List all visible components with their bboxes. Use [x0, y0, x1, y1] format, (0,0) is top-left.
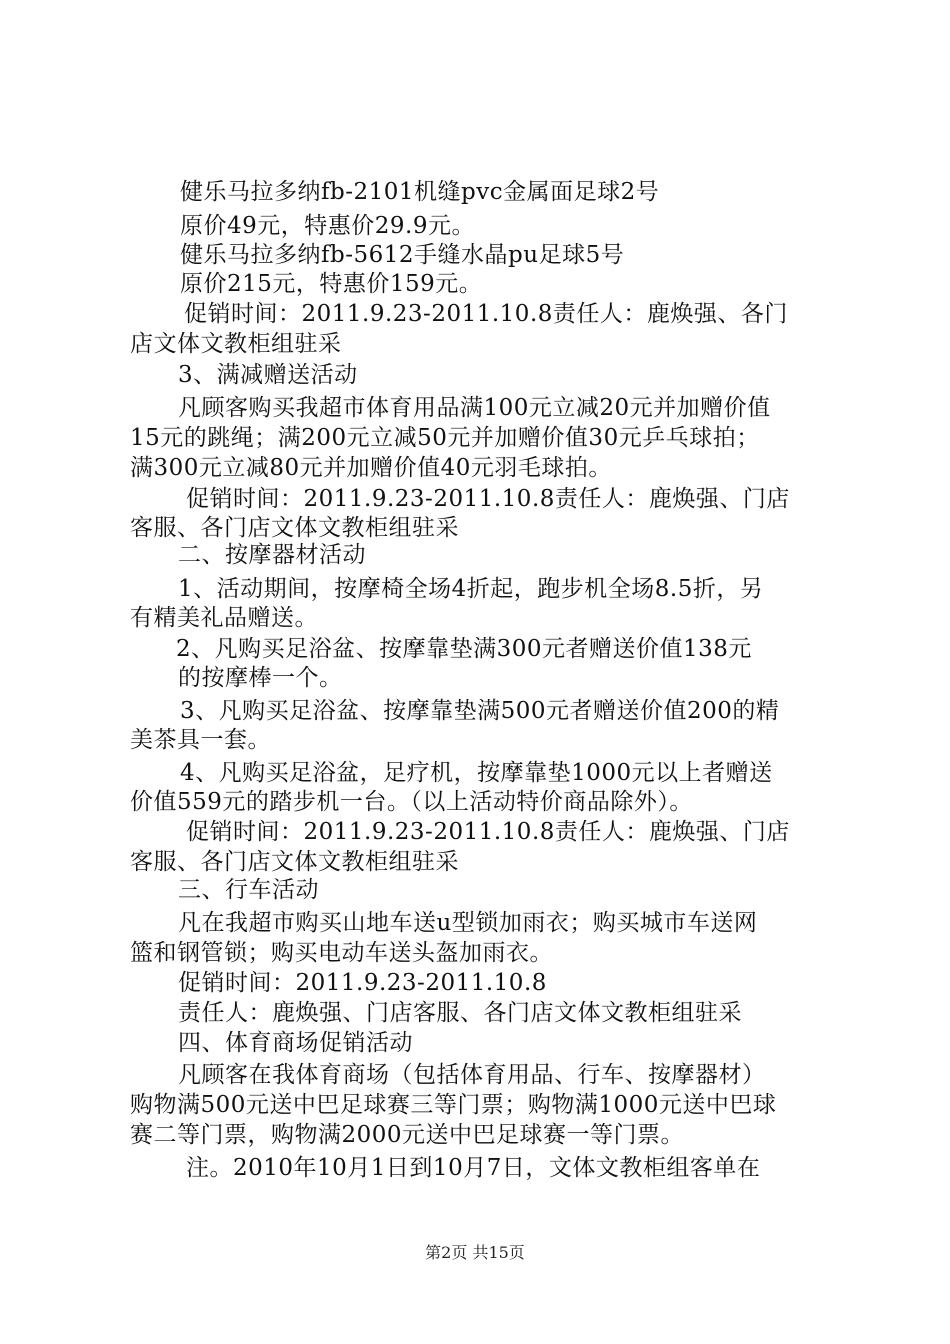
text-line: 凡在我超市购买山地车送u型锁加雨衣；购买城市车送网: [178, 910, 758, 936]
page-number-footer: 第2页 共15页: [425, 1243, 525, 1262]
text-line: 原价49元，特惠价29.9元。: [180, 213, 475, 239]
text-line: 赛二等门票，购物满2000元送中巴足球赛一等门票。: [130, 1122, 685, 1148]
text-line: 客服、各门店文体文教柜组驻采: [130, 849, 459, 875]
text-line: 15元的跳绳；满200元立减50元并加赠价值30元乒乓球拍；: [130, 425, 760, 451]
text-line: 美茶具一套。: [130, 727, 271, 753]
text-line: 健乐马拉多纳fb-2101机缝pvc金属面足球2号: [180, 179, 660, 205]
text-line: 健乐马拉多纳fb-5612手缝水晶pu足球5号: [180, 242, 625, 268]
text-line: 四、体育商场促销活动: [178, 1030, 413, 1056]
text-line: 满300元立减80元并加赠价值40元羽毛球拍。: [130, 455, 612, 481]
text-line: 促销时间：2011.9.23-2011.10.8责任人：鹿焕强、门店: [186, 486, 790, 512]
text-line: 3、凡购买足浴盆、按摩靠垫满500元者赠送价值200的精: [180, 698, 780, 724]
text-line: 二、按摩器材活动: [178, 542, 366, 568]
text-line: 4、凡购买足浴盆，足疗机，按摩靠垫1000元以上者赠送: [180, 760, 773, 786]
text-line: 购物满500元送中巴足球赛三等门票；购物满1000元送中巴球: [130, 1092, 777, 1118]
text-line: 的按摩棒一个。: [178, 665, 343, 691]
text-line: 有精美礼品赠送。: [130, 605, 318, 631]
text-line: 篮和钢管锁；购买电动车送头盔加雨衣。: [130, 940, 553, 966]
text-line: 原价215元，特惠价159元。: [180, 271, 483, 297]
text-line: 凡顾客在我体育商场（包括体育用品、行车、按摩器材）: [178, 1062, 766, 1088]
text-line: 促销时间：2011.9.23-2011.10.8责任人：鹿焕强、各门: [184, 301, 788, 327]
text-line: 客服、各门店文体文教柜组驻采: [130, 515, 459, 541]
text-line: 三、行车活动: [178, 877, 319, 903]
text-line: 价值559元的踏步机一台。（以上活动特价商品除外）。: [130, 789, 693, 815]
text-line: 凡顾客购买我超市体育用品满100元立减20元并加赠价值: [178, 395, 771, 421]
text-line: 促销时间：2011.9.23-2011.10.8责任人：鹿焕强、门店: [186, 819, 790, 845]
text-line: 2、凡购买足浴盆、按摩靠垫满300元者赠送价值138元: [176, 636, 752, 662]
text-line: 3、满减赠送活动: [178, 362, 358, 388]
text-line: 注。2010年10月1日到10月7日，文体文教柜组客单在: [186, 1155, 761, 1181]
text-line: 责任人：鹿焕强、门店客服、各门店文体文教柜组驻采: [178, 1000, 742, 1026]
text-line: 店文体文教柜组驻采: [130, 331, 342, 357]
text-line: 促销时间：2011.9.23-2011.10.8: [178, 970, 547, 996]
text-line: 1、活动期间，按摩椅全场4折起，跑步机全场8.5折，另: [178, 576, 764, 602]
